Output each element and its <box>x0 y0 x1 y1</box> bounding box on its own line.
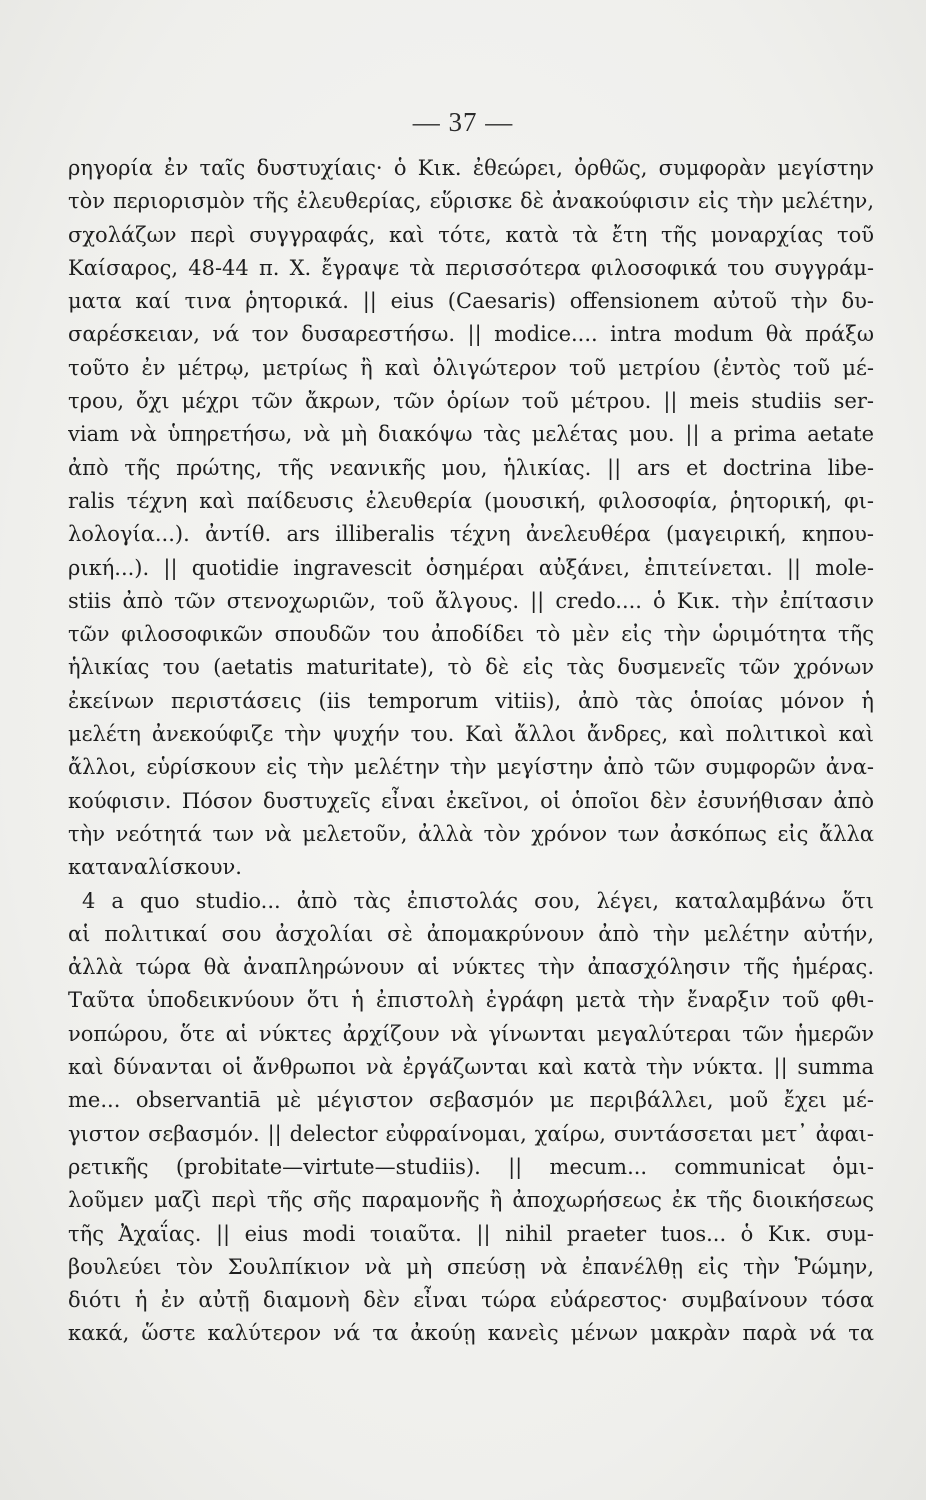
text-line: τὸν περιορισμὸν τῆς ἐλευθερίας, εὕρισκε δὲ ἀνακούφισιν εἰς τὴν μελέτην, <box>68 189 874 214</box>
text-line: ralis τέχνη καὶ παίδευσις ἐλευθερία (μουσική, φιλοσοφία, ῥητορική, φι- <box>68 488 874 513</box>
text-line: ρική...). || quotidie ingravescit ὁσημέραι αὐξάνει, ἐπιτείνεται. || mole- <box>68 555 874 580</box>
text-line: διότι ἡ ἐν αὐτῇ διαμονὴ δὲν εἶναι τώρα εὐάρεστος· συμβαίνουν τόσα <box>68 1288 874 1313</box>
text-line: σχολάζων περὶ συγγραφάς, καὶ τότε, κατὰ τὰ ἔτη τῆς μοναρχίας τοῦ <box>68 222 874 247</box>
text-line: αἱ πολιτικαί σου ἀσχολίαι σὲ ἀπομακρύνουν ἀπὸ τὴν μελέτην αὐτήν, <box>68 921 874 946</box>
text-line: ματα καί τινα ῥητορικά. || eius (Caesaris) offensionem αὐτοῦ τὴν δυ- <box>68 289 874 314</box>
text-line: λολογία...). ἀντίθ. ars illiberalis τέχνη ἀνελευθέρα (μαγειρική, κηπου- <box>68 522 874 547</box>
text-line: καταναλίσκουν. <box>68 855 242 880</box>
text-line: τῶν φιλοσοφικῶν σπουδῶν του ἀποδίδει τὸ μὲν εἰς τὴν ὡριμότητα τῆς <box>68 622 874 647</box>
text-line: γιστον σεβασμόν. || delector εὐφραίνομαι, χαίρω, συντάσσεται μετ᾽ ἀφαι- <box>68 1121 874 1146</box>
page-number: — 37 — <box>412 107 514 137</box>
text-line: τοῦτο ἐν μέτρῳ, μετρίως ἢ καὶ ὀλιγώτερον τοῦ μετρίου (ἐντὸς τοῦ μέ- <box>68 355 874 380</box>
text-line: ἄλλοι, εὑρίσκουν εἰς τὴν μελέτην τὴν μεγίστην ἀπὸ τῶν συμφορῶν ἀνα- <box>68 755 874 780</box>
body-text <box>68 152 874 1351</box>
text-line: ἐκείνων περιστάσεις (iis temporum vitiis), ἀπὸ τὰς ὁποίας μόνον ἡ <box>68 688 874 713</box>
text-line: Καίσαρος, 48-44 π. Χ. ἔγραψε τὰ περισσότερα φιλοσοφικά του συγγράμ- <box>68 255 874 280</box>
text-line: τῆς Ἀχαΐας. || eius modi τοιαῦτα. || nihil praeter tuos... ὁ Κικ. συμ- <box>68 1221 874 1246</box>
text-line: νοπώρου, ὅτε αἱ νύκτες ἀρχίζουν νὰ γίνωνται μεγαλύτεραι τῶν ἡμερῶν <box>68 1021 874 1046</box>
text-line: βουλεύει τὸν Σουλπίκιον νὰ μὴ σπεύσῃ νὰ ἐπανέλθῃ εἰς τὴν Ῥώμην, <box>68 1254 874 1279</box>
text-line: ἡλικίας του (aetatis maturitate), τὸ δὲ εἰς τὰς δυσμενεῖς τῶν χρόνων <box>68 655 874 680</box>
text-line: τὴν νεότητά των νὰ μελετοῦν, ἀλλὰ τὸν χρόνον των ἀσκόπως εἰς ἄλλα <box>68 821 874 846</box>
text-line: stiis ἀπὸ τῶν στενοχωριῶν, τοῦ ἄλγους. || credo.... ὁ Κικ. τὴν ἐπίτασιν <box>68 588 874 613</box>
text-line: σαρέσκειαν, νά τον δυσαρεστήσω. || modice.... intra modum θὰ πράξω <box>68 322 874 347</box>
text-line: τρου, ὄχι μέχρι τῶν ἄκρων, τῶν ὁρίων τοῦ μέτρου. || meis studiis ser- <box>68 389 874 414</box>
text-line: ἀπὸ τῆς πρώτης, τῆς νεανικῆς μου, ἡλικίας. || ars et doctrina libe- <box>68 455 874 480</box>
text-line: 4 a quo studio... ἀπὸ τὰς ἐπιστολάς σου, λέγει, καταλαμβάνω ὅτι <box>82 888 874 913</box>
text-line: viam νὰ ὑπηρετήσω, νὰ μὴ διακόψω τὰς μελέτας μου. || a prima aetate <box>68 422 874 447</box>
text-line: ρηγορία ἐν ταῖς δυστυχίαις· ὁ Κικ. ἐθεώρει, ὀρθῶς, συμφορὰν μεγίστην <box>68 156 874 180</box>
text-line: ἀλλὰ τώρα θὰ ἀναπληρώνουν αἱ νύκτες τὴν ἀπασχόλησιν τῆς ἡμέρας. <box>68 955 874 980</box>
text-line: λοῦμεν μαζὶ περὶ τῆς σῆς παραμονῆς ἢ ἀποχωρήσεως ἐκ τῆς διοικήσεως <box>68 1188 874 1213</box>
text-line: me... observantiā μὲ μέγιστον σεβασμόν με περιβάλλει, μοῦ ἔχει μέ- <box>68 1088 874 1113</box>
text-line: Ταῦτα ὑποδεικνύουν ὅτι ἡ ἐπιστολὴ ἐγράφη μετὰ τὴν ἔναρξιν τοῦ φθι- <box>68 988 874 1013</box>
text-line: κούφισιν. Πόσον δυστυχεῖς εἶναι ἐκεῖνοι, οἱ ὁποῖοι δὲν ἐσυνήθισαν ἀπὸ <box>68 788 874 813</box>
text-line: ρετικῆς (probitate—virtute—studiis). || mecum... communicat ὁμι- <box>68 1154 874 1179</box>
text-line: κακά, ὥστε καλύτερον νά τα ἀκούῃ κανεὶς μένων μακρὰν παρὰ νά τα <box>68 1321 874 1346</box>
text-line: καὶ δύνανται οἱ ἄνθρωποι νὰ ἐργάζωνται καὶ κατὰ τὴν νύκτα. || summa <box>68 1055 874 1080</box>
text-line: μελέτη ἀνεκούφιζε τὴν ψυχήν του. Καὶ ἄλλοι ἄνδρες, καὶ πολιτικοὶ καὶ <box>68 722 874 747</box>
